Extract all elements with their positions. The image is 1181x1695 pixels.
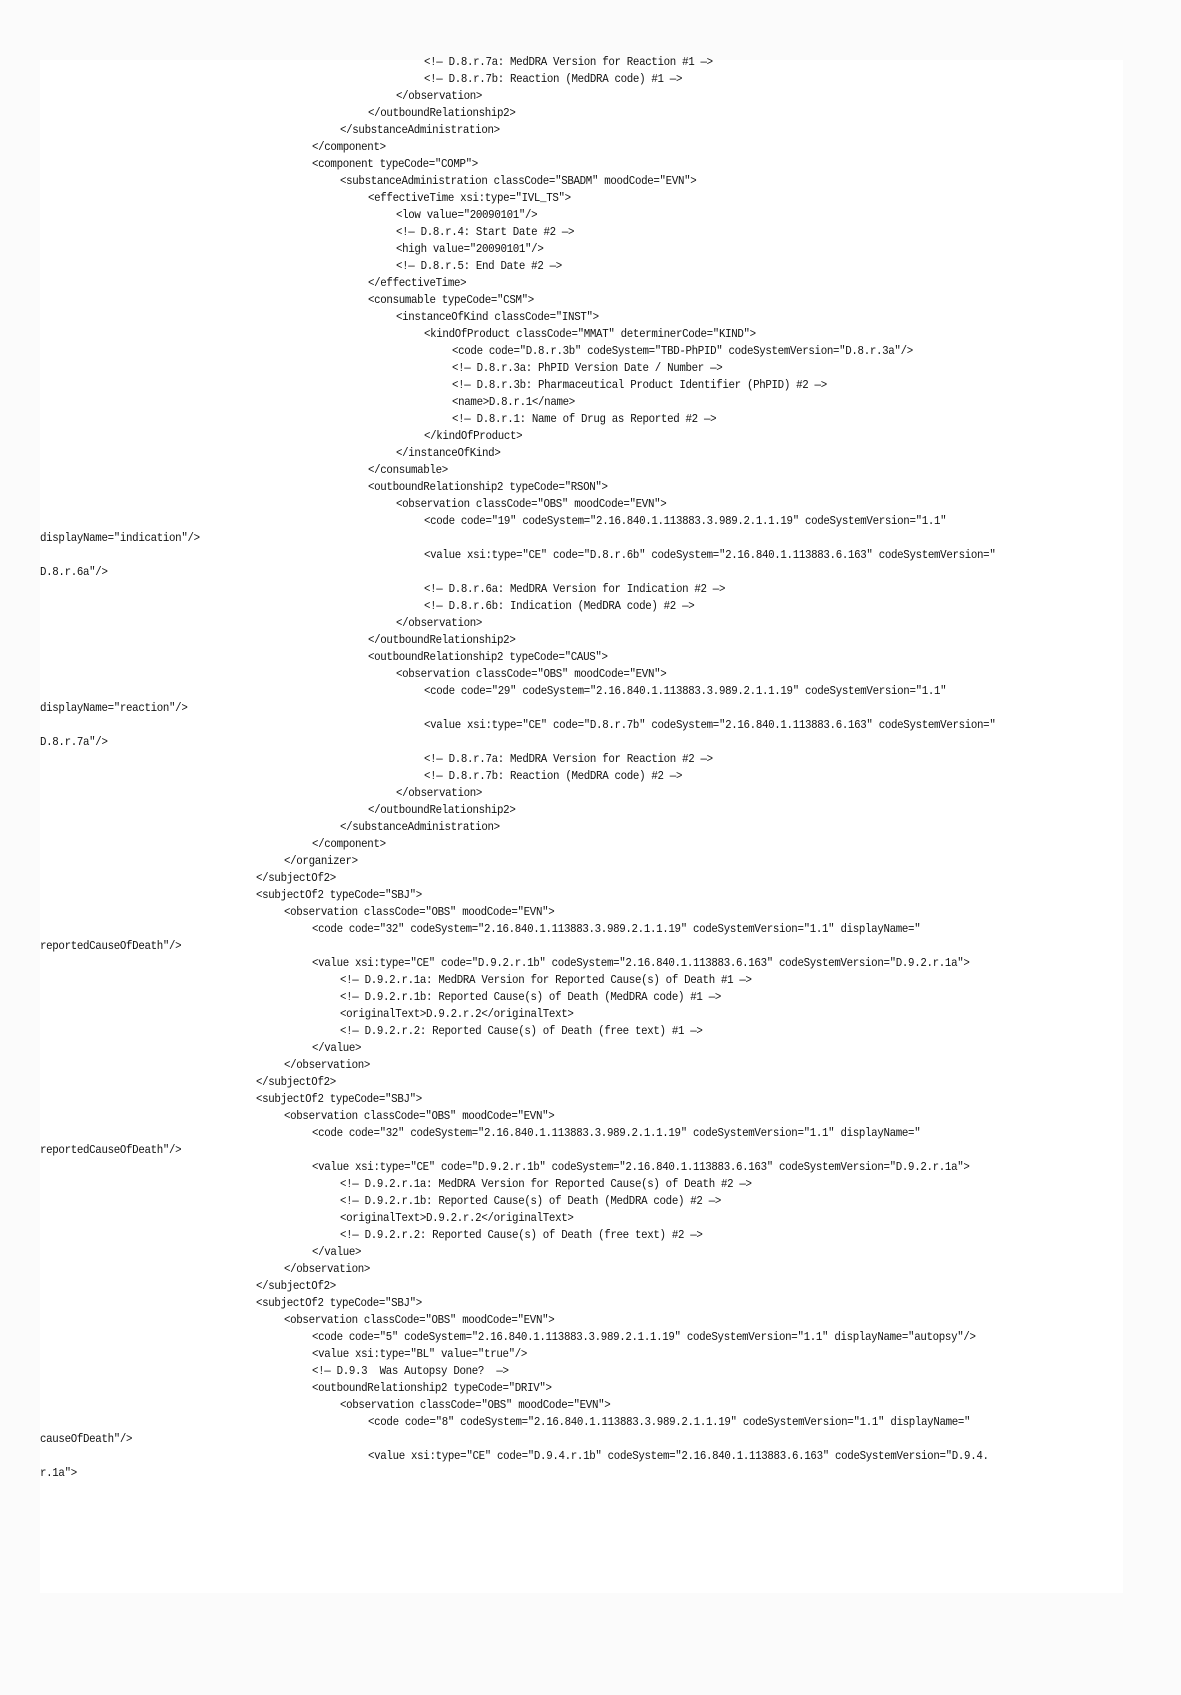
code-line: <!— D.8.r.7b: Reaction (MedDRA code) #2 —> [424,770,683,783]
code-line: </observation> [284,1263,371,1276]
code-line: <observation classCode="OBS" moodCode="EVN"> [284,906,555,919]
code-line: <code code="19" codeSystem="2.16.840.1.113883.3.989.2.1.1.19" codeSystemVersion="1.1" [424,515,947,528]
code-line: </value> [312,1042,362,1055]
code-line: </outboundRelationship2> [368,107,516,120]
code-line: <value xsi:type="BL" value="true"/> [312,1348,528,1361]
code-line: <code code="8" codeSystem="2.16.840.1.113883.3.989.2.1.1.19" codeSystemVersion="1.1" displayName=" [368,1416,971,1429]
code-line: <!— D.9.2.r.1a: MedDRA Version for Reported Cause(s) of Death #1 —> [340,974,752,987]
code-line: D.8.r.6a"/> [40,566,108,579]
code-line: </kindOfProduct> [424,430,523,443]
code-line: <!— D.8.r.4: Start Date #2 —> [396,226,575,239]
code-line: <high value="20090101"/> [396,243,544,256]
code-line: <!— D.8.r.3a: PhPID Version Date / Number —> [452,362,723,375]
code-line: </organizer> [284,855,358,868]
code-line: <value xsi:type="CE" code="D.8.r.6b" codeSystem="2.16.840.1.113883.6.163" codeSystemVersion=" [424,549,996,562]
code-line: <code code="32" codeSystem="2.16.840.1.113883.3.989.2.1.1.19" codeSystemVersion="1.1" displayName=" [312,1127,921,1140]
code-line: <originalText>D.9.2.r.2</originalText> [340,1008,574,1021]
code-line: </observation> [396,787,483,800]
code-line: <subjectOf2 typeCode="SBJ"> [256,889,422,902]
code-line: <value xsi:type="CE" code="D.9.2.r.1b" codeSystem="2.16.840.1.113883.6.163" codeSystemVersion="D.9.2.r.1a"> [312,1161,970,1174]
code-line: <outboundRelationship2 typeCode="CAUS"> [368,651,608,664]
code-line: <!— D.8.r.7a: MedDRA Version for Reaction #1 —> [424,56,713,69]
code-line: <!— D.9.2.r.2: Reported Cause(s) of Death (free text) #1 —> [340,1025,703,1038]
code-line: <!— D.9.2.r.1a: MedDRA Version for Reported Cause(s) of Death #2 —> [340,1178,752,1191]
code-line: <observation classCode="OBS" moodCode="EVN"> [396,498,667,511]
code-line: <!— D.8.r.6a: MedDRA Version for Indication #2 —> [424,583,726,596]
code-line: </component> [312,838,386,851]
code-line: <code code="29" codeSystem="2.16.840.1.113883.3.989.2.1.1.19" codeSystemVersion="1.1" [424,685,947,698]
code-line: displayName="reaction"/> [40,702,188,715]
document-page [40,56,1123,1593]
code-line: <subjectOf2 typeCode="SBJ"> [256,1297,422,1310]
code-line: <outboundRelationship2 typeCode="DRIV"> [312,1382,552,1395]
code-line: <value xsi:type="CE" code="D.9.2.r.1b" codeSystem="2.16.840.1.113883.6.163" codeSystemVersion="D.9.2.r.1a"> [312,957,970,970]
code-line: reportedCauseOfDeath"/> [40,1144,182,1157]
code-line: <kindOfProduct classCode="MMAT" determinerCode="KIND"> [424,328,756,341]
code-line: <name>D.8.r.1</name> [452,396,575,409]
code-line: <!— D.8.r.6b: Indication (MedDRA code) #2 —> [424,600,695,613]
code-line: </effectiveTime> [368,277,467,290]
code-line: </substanceAdministration> [340,821,500,834]
code-line: <component typeCode="COMP"> [312,158,478,171]
code-line: </instanceOfKind> [396,447,501,460]
code-line: </observation> [396,617,483,630]
code-line: </outboundRelationship2> [368,634,516,647]
code-line: <value xsi:type="CE" code="D.8.r.7b" codeSystem="2.16.840.1.113883.6.163" codeSystemVersion=" [424,719,996,732]
code-line: <code code="D.8.r.3b" codeSystem="TBD-PhPID" codeSystemVersion="D.8.r.3a"/> [452,345,913,358]
code-line: <code code="5" codeSystem="2.16.840.1.113883.3.989.2.1.1.19" codeSystemVersion="1.1" displayName="autopsy"/> [312,1331,976,1344]
code-line: displayName="indication"/> [40,532,200,545]
code-line: <originalText>D.9.2.r.2</originalText> [340,1212,574,1225]
code-line: <!— D.8.r.3b: Pharmaceutical Product Identifier (PhPID) #2 —> [452,379,827,392]
code-line: <observation classCode="OBS" moodCode="EVN"> [284,1110,555,1123]
code-line: </observation> [396,90,483,103]
code-line: </observation> [284,1059,371,1072]
code-line: <!— D.9.3 Was Autopsy Done? —> [312,1365,509,1378]
code-line: <!— D.8.r.7b: Reaction (MedDRA code) #1 —> [424,73,683,86]
code-line: </outboundRelationship2> [368,804,516,817]
code-line: <!— D.8.r.1: Name of Drug as Reported #2 —> [452,413,717,426]
code-line: <value xsi:type="CE" code="D.9.4.r.1b" codeSystem="2.16.840.1.113883.6.163" codeSystemVersion="D.9.4. [368,1450,989,1463]
code-line: </consumable> [368,464,448,477]
code-line: <subjectOf2 typeCode="SBJ"> [256,1093,422,1106]
code-line: <!— D.8.r.7a: MedDRA Version for Reaction #2 —> [424,753,713,766]
code-line: <effectiveTime xsi:type="IVL_TS"> [368,192,571,205]
code-line: <!— D.9.2.r.1b: Reported Cause(s) of Death (MedDRA code) #1 —> [340,991,721,1004]
code-line: <outboundRelationship2 typeCode="RSON"> [368,481,608,494]
code-line: </subjectOf2> [256,1076,336,1089]
code-line: <consumable typeCode="CSM"> [368,294,534,307]
code-line: <low value="20090101"/> [396,209,538,222]
code-line: r.1a"> [40,1467,77,1480]
code-line: D.8.r.7a"/> [40,736,108,749]
code-line: </component> [312,141,386,154]
code-line: <instanceOfKind classCode="INST"> [396,311,599,324]
code-line: causeOfDeath"/> [40,1433,133,1446]
code-line: <observation classCode="OBS" moodCode="EVN"> [340,1399,611,1412]
code-line: <observation classCode="OBS" moodCode="EVN"> [396,668,667,681]
code-line: <observation classCode="OBS" moodCode="EVN"> [284,1314,555,1327]
code-line: <!— D.9.2.r.1b: Reported Cause(s) of Death (MedDRA code) #2 —> [340,1195,721,1208]
code-line: <substanceAdministration classCode="SBADM" moodCode="EVN"> [340,175,697,188]
code-line: </subjectOf2> [256,1280,336,1293]
code-line: <!— D.9.2.r.2: Reported Cause(s) of Death (free text) #2 —> [340,1229,703,1242]
code-line: <!— D.8.r.5: End Date #2 —> [396,260,562,273]
code-line: <code code="32" codeSystem="2.16.840.1.113883.3.989.2.1.1.19" codeSystemVersion="1.1" displayName=" [312,923,921,936]
code-line: </value> [312,1246,362,1259]
code-line: reportedCauseOfDeath"/> [40,940,182,953]
code-line: </substanceAdministration> [340,124,500,137]
code-line: </subjectOf2> [256,872,336,885]
